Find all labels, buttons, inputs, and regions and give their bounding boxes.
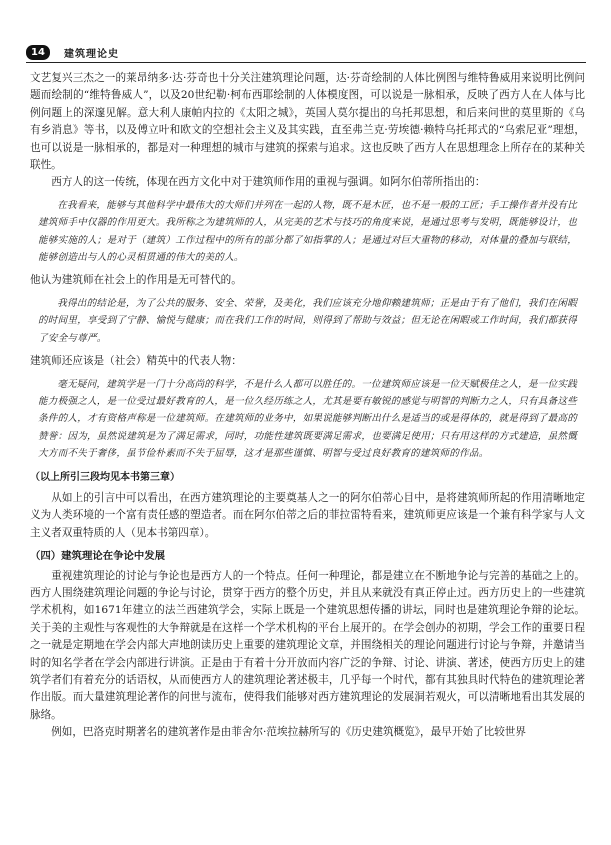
quote-text-2: 我得出的结论是，为了公共的服务、安全、荣誉，及美化，我们应该充分地仰赖建筑师；正是由于有了他们，我们在闲暇的时间里，享受到了宁静、愉悦与健康；而在我们工作的时间，则得到了帮助与效益；但无论在闲暇或工作时间，我们都获得了安全与尊严。: [38, 297, 577, 344]
page-header: [26, 42, 586, 62]
quote-text-1: 在我看来，能够与其他科学中最伟大的大师们并列在一起的人物，既不是木匠，也不是一般的工匠；手工操作者并没有比建筑师手中仅器的作用更大。我所称之为建筑师的人，从完美的艺术与技巧的角度来说，是通过思考与发明，既能够设计，也能够实施的人；是对于（建筑）工作过程中的所有的部分都了如指掌的人；是通过对巨大重物的移动，对体量的叠加与联结，能够创造出与人的心灵相贯通的伟大的美的人。: [38, 199, 577, 264]
paragraph-2: 西方人的这一传统，体现在西方文化中对于建筑师作用的重视与强调。如阿尔伯蒂所指出的：: [51, 176, 486, 189]
block-quote-1: [30, 197, 585, 267]
header-rule: [26, 62, 586, 63]
paragraph-4: 建筑师还应该是（社会）精英中的代表人物：: [30, 355, 242, 368]
paragraph-3: 他认为建筑师在社会上的作用是无可替代的。: [30, 274, 242, 287]
paragraph-7: 例如，巴洛克时期著名的建筑著作是由菲舍尔·范埃拉赫所写的《历史建筑概览》，最早开始了比较世界: [51, 726, 526, 739]
source-note: （以上所引三段均见本书第三章）: [30, 471, 180, 483]
paragraph-5: 从如上的引言中可以看出，在西方建筑理论的主要奠基人之一的阿尔伯蒂心目中，是将建筑师所起的作用清晰地定义为人类环境的一个富有责任感的塑造者。而在阿尔伯蒂之后的菲拉雷特看来，建筑师更应该是一个兼有科学家与人文主义者双重特质的人（见本书第四章）。: [30, 491, 585, 539]
page-body: [30, 70, 585, 742]
block-quote-3: [30, 376, 585, 463]
section-heading: （四）建筑理论在争论中发展: [30, 550, 166, 563]
paragraph-1: 文艺复兴三杰之一的莱昂纳多·达·芬奇也十分关注建筑理论问题，达·芬奇绘制的人体比例图与维特鲁威用来说明比例问题而绘制的“维特鲁威人”，以及20世纪勒·柯布西耶绘制的人体模度图，可以说是一脉相承，反映了西方人在人体与比例问题上的深邃见解。意大利人康帕内拉的《太阳之城》，英国人莫尔提出的乌托邦思想，和后来问世的莫里斯的《乌有乡消息》等书，以及傅立叶和欧文的空想社会主义及其实践，直至弗兰克·劳埃德·赖特乌托邦式的“乌索尼亚”理想，也可以说是一脉相承的，都是对一种理想的城市与建筑的探索与追求。这也反映了西方人在思想理念上所存在的某种关联性。: [30, 72, 585, 172]
quote-text-3: 毫无疑问，建筑学是一门十分高尚的科学，不是什么人都可以胜任的。一位建筑师应该是一位天赋极佳之人，是一位实践能力极强之人，是一位受过最好教育的人，是一位久经历练之人，尤其是要有敏锐的感觉与明智的判断力之人，只有具备这些条件的人，才有资格声称是一位建筑师。在建筑师的业务中，如果说能够判断出什么是适当的或是得体的，就是得到了最高的赞誉：因为，虽然说建筑是为了满足需求，同时，功能性建筑既要满足需求，也要满足使用；只有用这样的方式建造，虽然慨大方而不失于奢侈，虽节俭朴素而不失于屈辱，这才是那些谨慎、明智与受过良好教育的建筑师的作品。: [38, 378, 577, 460]
running-title: 建筑理论史: [64, 48, 119, 60]
page-number: 14: [26, 45, 50, 60]
paragraph-6: 重视建筑理论的讨论与争论也是西方人的一个特点。任何一种理论，都是建立在不断地争论与完善的基础之上的。西方人围绕建筑理论问题的争论与讨论，贯穿于西方的整个历史，并且从来就没有真正停止过。西方历史上的一些建筑学术机构，如1671年建立的法兰西建筑学会，实际上既是一个建筑思想传播的讲坛，同时也是建筑理论争辩的论坛。关于美的主观性与客观性的大争辩就是在这样一个学术机构的平台上展开的。在学会创办的初期，学会工作的重要日程之一就是定期地在学会内部大声地朗读历史上重要的建筑理论文章，并围绕相关的理论问题进行讨论与争辩，并邀请当时的知名学者在学会内部进行讲演。正是由于有着十分开放而内容广泛的争辩、讨论、讲演、著述，使西方历史上的建筑学者们有着充分的话语权，从而使西方人的建筑理论著述极丰，几乎每一个时代，都有其独具时代特色的建筑理论著作出版。而大量建筑理论著作的问世与流布，使得我们能够对西方建筑理论的发展洞若观火，可以清晰地看出其发展的脉络。: [30, 569, 585, 721]
block-quote-2: [30, 295, 585, 347]
